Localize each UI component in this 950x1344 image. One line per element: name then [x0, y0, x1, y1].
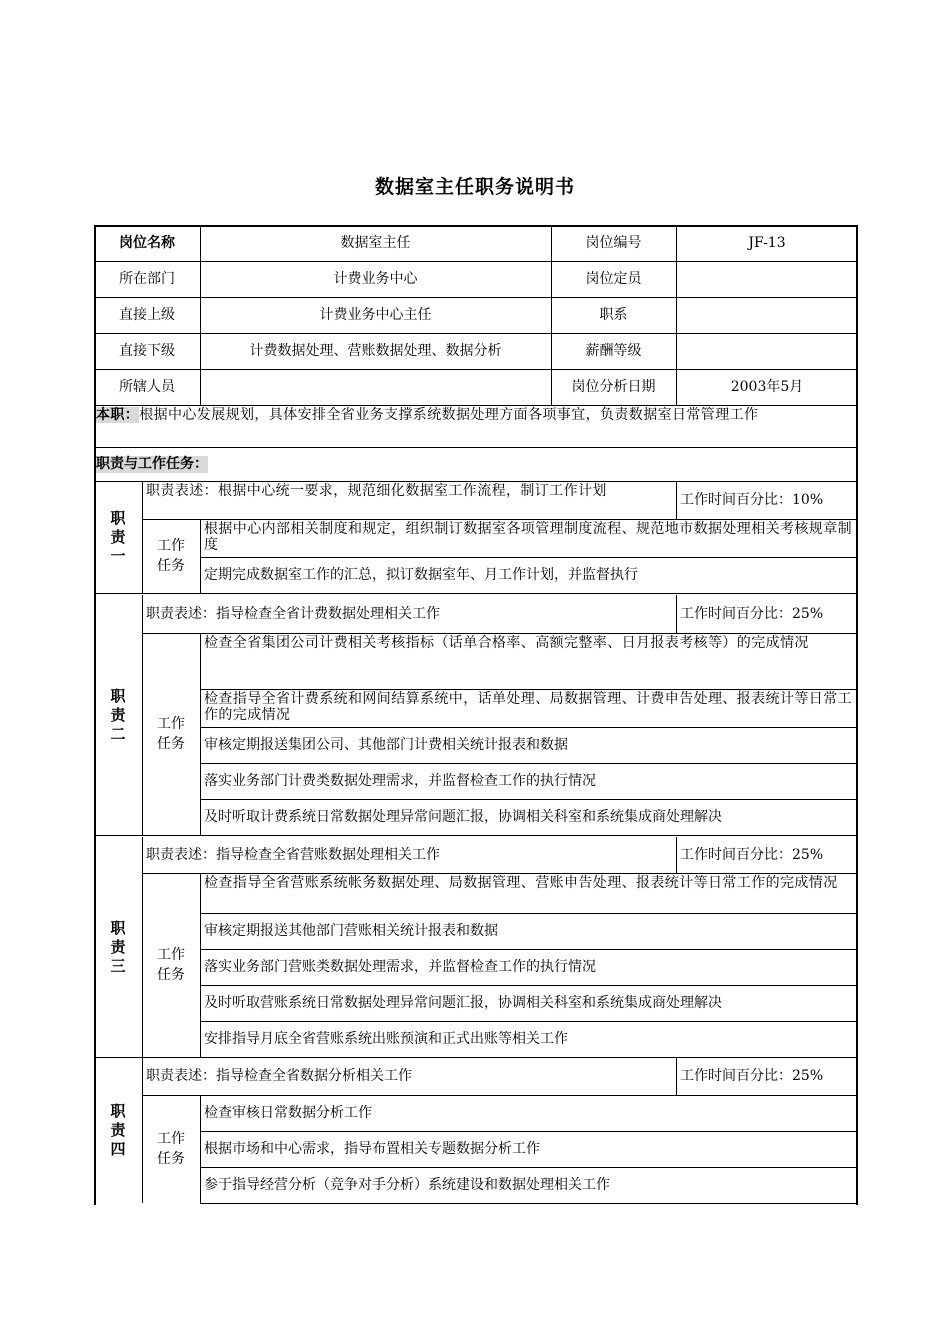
- task-item: 安排指导月底全省营账系统出账预演和正式出账等相关工作: [204, 1030, 568, 1047]
- table-rule: [94, 297, 858, 298]
- info-label: 职系: [599, 306, 628, 323]
- info-label: 所辖人员: [119, 378, 175, 395]
- task-label-line: 工作: [157, 1131, 185, 1147]
- duty-name-char: 四: [110, 1139, 126, 1158]
- duty-desc: 职责表述：指导检查全省营账数据处理相关工作: [146, 846, 440, 863]
- table-rule: [551, 225, 552, 405]
- section-label: [94, 447, 858, 481]
- task-item: 审核定期报送其他部门营账相关统计报表和数据: [204, 922, 498, 939]
- table-rule: [676, 1057, 677, 1095]
- table-rule: [676, 225, 677, 405]
- task-item: 根据市场和中心需求，指导布置相关专题数据分析工作: [204, 1140, 540, 1157]
- table-rule: [94, 593, 858, 594]
- task-item: 及时听取营账系统日常数据处理异常问题汇报，协调相关科室和系统集成商处理解决: [204, 994, 722, 1011]
- duty-desc: 职责表述：指导检查全省计费数据处理相关工作: [146, 605, 440, 622]
- info-label: 岗位名称: [119, 234, 175, 251]
- task-label-line: 工作: [157, 538, 185, 554]
- duty-name: [94, 837, 142, 1057]
- table-rule: [676, 481, 677, 519]
- duty-pct: 工作时间百分比：25%: [680, 1067, 824, 1084]
- task-label-line: 任务: [157, 558, 185, 574]
- info-value: [200, 369, 551, 405]
- info-label: 岗位编号: [585, 234, 642, 251]
- task-item: 落实业务部门计费类数据处理需求，并监督检查工作的执行情况: [204, 772, 596, 789]
- info-value: 数据室主任: [340, 234, 411, 251]
- task-label-line: 任务: [157, 967, 185, 983]
- task-label: [142, 873, 200, 1057]
- task-label-line: 任务: [157, 736, 185, 752]
- duty-name-char: 责: [110, 705, 126, 724]
- info-label: 所在部门: [119, 270, 175, 287]
- task-label: [142, 519, 200, 593]
- task-label-line: 工作: [157, 716, 185, 732]
- task-item: 及时听取计费系统日常数据处理异常问题汇报，协调相关科室和系统集成商处理解决: [204, 808, 722, 825]
- duty-name: [94, 481, 142, 593]
- table-rule: [200, 225, 201, 405]
- info-value: [676, 333, 858, 369]
- table-rule: [676, 595, 677, 633]
- duty-pct: 工作时间百分比：10%: [680, 491, 824, 508]
- table-rule: [94, 261, 858, 262]
- info-value: [676, 297, 858, 333]
- job-description-table: [94, 225, 858, 1205]
- duty-name-char: 责: [110, 527, 126, 546]
- section-label-text: 职责与工作任务：: [96, 455, 208, 472]
- task-item: 落实业务部门营账类数据处理需求，并监督检查工作的执行情况: [204, 958, 596, 975]
- duty-name-char: 职: [110, 918, 126, 937]
- benzhi-content: 根据中心发展规划，具体安排全省业务支撑系统数据处理方面各项事宜，负责数据室日常管理工作: [139, 407, 759, 423]
- table-rule: [94, 369, 858, 370]
- info-label: 薪酬等级: [585, 342, 642, 359]
- info-value: 计费业务中心: [333, 270, 418, 287]
- task-label: [142, 633, 200, 835]
- task-item: 检查指导全省营账系统帐务数据处理、局数据管理、营账申告处理、报表统计等日常工作的完成情况: [204, 875, 838, 891]
- duty-desc: 职责表述：指导检查全省数据分析相关工作: [146, 1067, 412, 1084]
- info-value: 2003年5月: [730, 378, 804, 395]
- info-label: 岗位定员: [585, 270, 642, 287]
- benzhi-label: 本职：: [96, 407, 140, 423]
- table-rule: [676, 837, 677, 873]
- duty-name: [94, 595, 142, 835]
- duty-name-char: 职: [110, 686, 126, 705]
- duty-name-char: 责: [110, 937, 126, 956]
- info-value: 计费数据处理、营账数据处理、数据分析: [249, 342, 502, 359]
- duty-desc: 职责表述：根据中心统一要求，规范细化数据室工作流程，制订工作计划: [146, 483, 607, 499]
- task-item: 检查全省集团公司计费相关考核指标（话单合格率、高额完整率、日月报表考核等）的完成情况: [204, 635, 809, 651]
- task-item: 审核定期报送集团公司、其他部门计费相关统计报表和数据: [204, 736, 568, 753]
- benzhi-text: [94, 405, 858, 447]
- duty-pct: 工作时间百分比：25%: [680, 846, 824, 863]
- info-value: 计费业务中心主任: [319, 306, 432, 323]
- info-value: JF-13: [748, 234, 786, 251]
- info-label: 岗位分析日期: [571, 378, 656, 395]
- page-title: 数据室主任职务说明书: [374, 176, 575, 198]
- info-label: 直接下级: [119, 342, 175, 359]
- info-value: [676, 261, 858, 297]
- task-label-line: 任务: [157, 1151, 185, 1167]
- duty-pct: 工作时间百分比：25%: [680, 605, 824, 622]
- duty-name-char: 一: [110, 546, 126, 565]
- task-item: 检查审核日常数据分析工作: [204, 1104, 372, 1121]
- task-item: 检查指导全省计费系统和网间结算系统中，话单处理、局数据管理、计费申告处理、报表统计等日常工作的完成情况: [204, 691, 852, 723]
- duty-name: [94, 1057, 142, 1203]
- task-item: 根据中心内部相关制度和规定，组织制订数据室各项管理制度流程、规范地市数据处理相关考核规章制度: [204, 521, 852, 553]
- duty-name-char: 二: [110, 724, 126, 743]
- task-label-line: 工作: [157, 947, 185, 963]
- info-label: 直接上级: [119, 306, 175, 323]
- duty-name-char: 三: [110, 956, 126, 975]
- duty-name-char: 职: [110, 508, 126, 527]
- duty-name-char: 责: [110, 1120, 126, 1139]
- table-rule: [94, 835, 858, 836]
- task-label: [142, 1095, 200, 1203]
- task-item: 定期完成数据室工作的汇总，拟订数据室年、月工作计划，并监督执行: [204, 566, 638, 583]
- table-rule: [94, 333, 858, 334]
- task-item: 参于指导经营分析（竞争对手分析）系统建设和数据处理相关工作: [204, 1176, 610, 1193]
- duty-name-char: 职: [110, 1101, 126, 1120]
- table-rule: [200, 1203, 858, 1204]
